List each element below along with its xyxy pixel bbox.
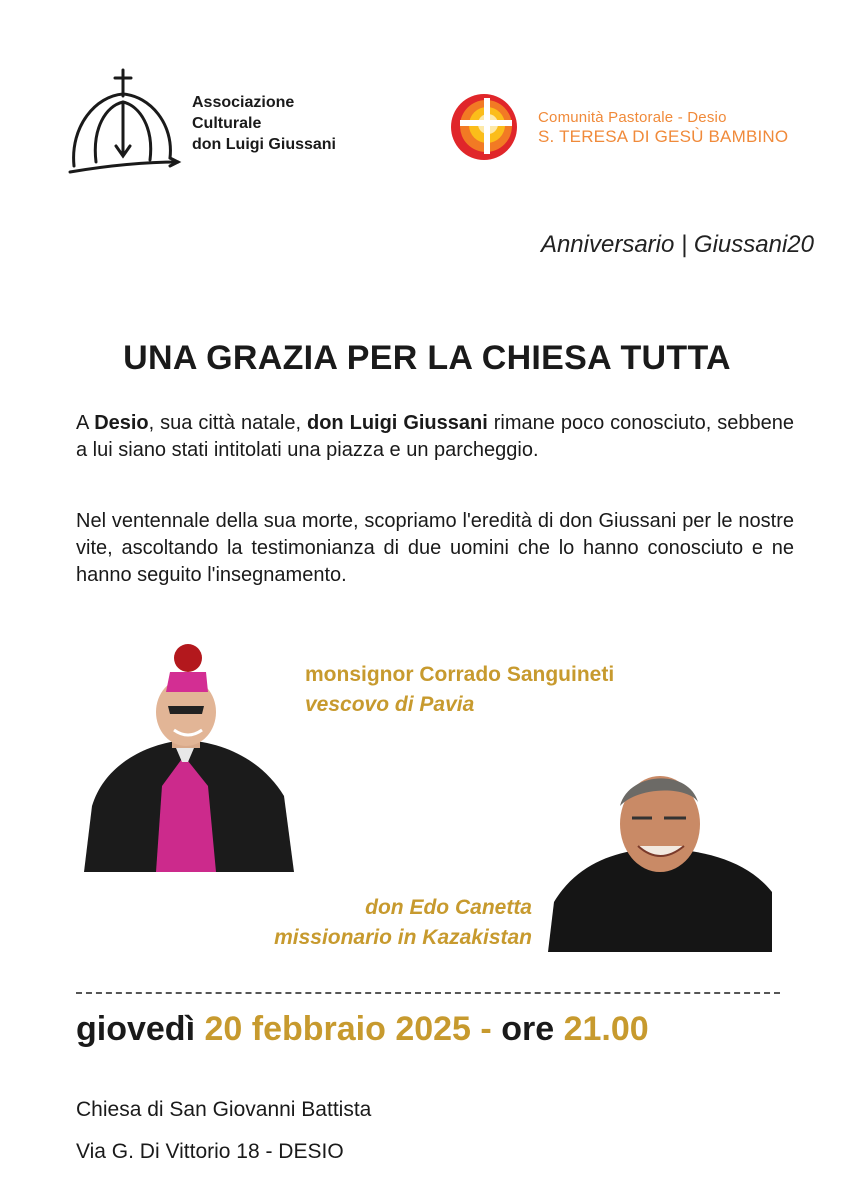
speaker-1-role: vescovo di Pavia [305, 693, 475, 716]
speaker-2-name: don Edo Canetta [365, 896, 532, 919]
dashed-divider [76, 992, 780, 994]
priest-photo [548, 762, 772, 952]
speaker-1 [305, 660, 614, 720]
community-sunburst-logo [448, 92, 522, 162]
venue-name: Chiesa di San Giovanni Battista [76, 1098, 372, 1121]
intro-paragraph-1: A Desio, sua città natale, don Luigi Giussani rimane poco conosciuto, sebbene a lui siano stati intitolati una piazza e un parcheggio. [76, 412, 795, 461]
page-title: UNA GRAZIA PER LA CHIESA TUTTA [123, 339, 731, 377]
city-name: Desio [94, 412, 149, 434]
association-dome-cross-logo [66, 66, 184, 178]
speaker-2-role: missionario in Kazakistan [274, 926, 532, 949]
association-name: Associazione Culturale don Luigi Giussani [192, 94, 336, 153]
subject-name: don Luigi Giussani [307, 412, 488, 434]
venue-address: Via G. Di Vittorio 18 - DESIO [76, 1140, 344, 1163]
community-subtitle: Comunità Pastorale - Desio [538, 109, 727, 126]
anniversary-label: Anniversario | Giussani20 [540, 231, 814, 258]
intro-paragraph-2: Nel ventennale della sua morte, scopriamo l'eredità di don Giussani per le nostre vite, ascoltando la testimonianza di due uomini che lo hanno conosciuto e ne hanno seguito l'insegnamento. [76, 510, 794, 586]
event-date-time: giovedì 20 febbraio 2025 - ore 21.00 [76, 1010, 649, 1048]
bishop-photo [84, 636, 294, 872]
speaker-2 [274, 893, 532, 953]
speaker-1-name: monsignor Corrado Sanguineti [305, 663, 615, 686]
community-name: S. TERESA DI GESÙ BAMBINO [538, 127, 789, 146]
